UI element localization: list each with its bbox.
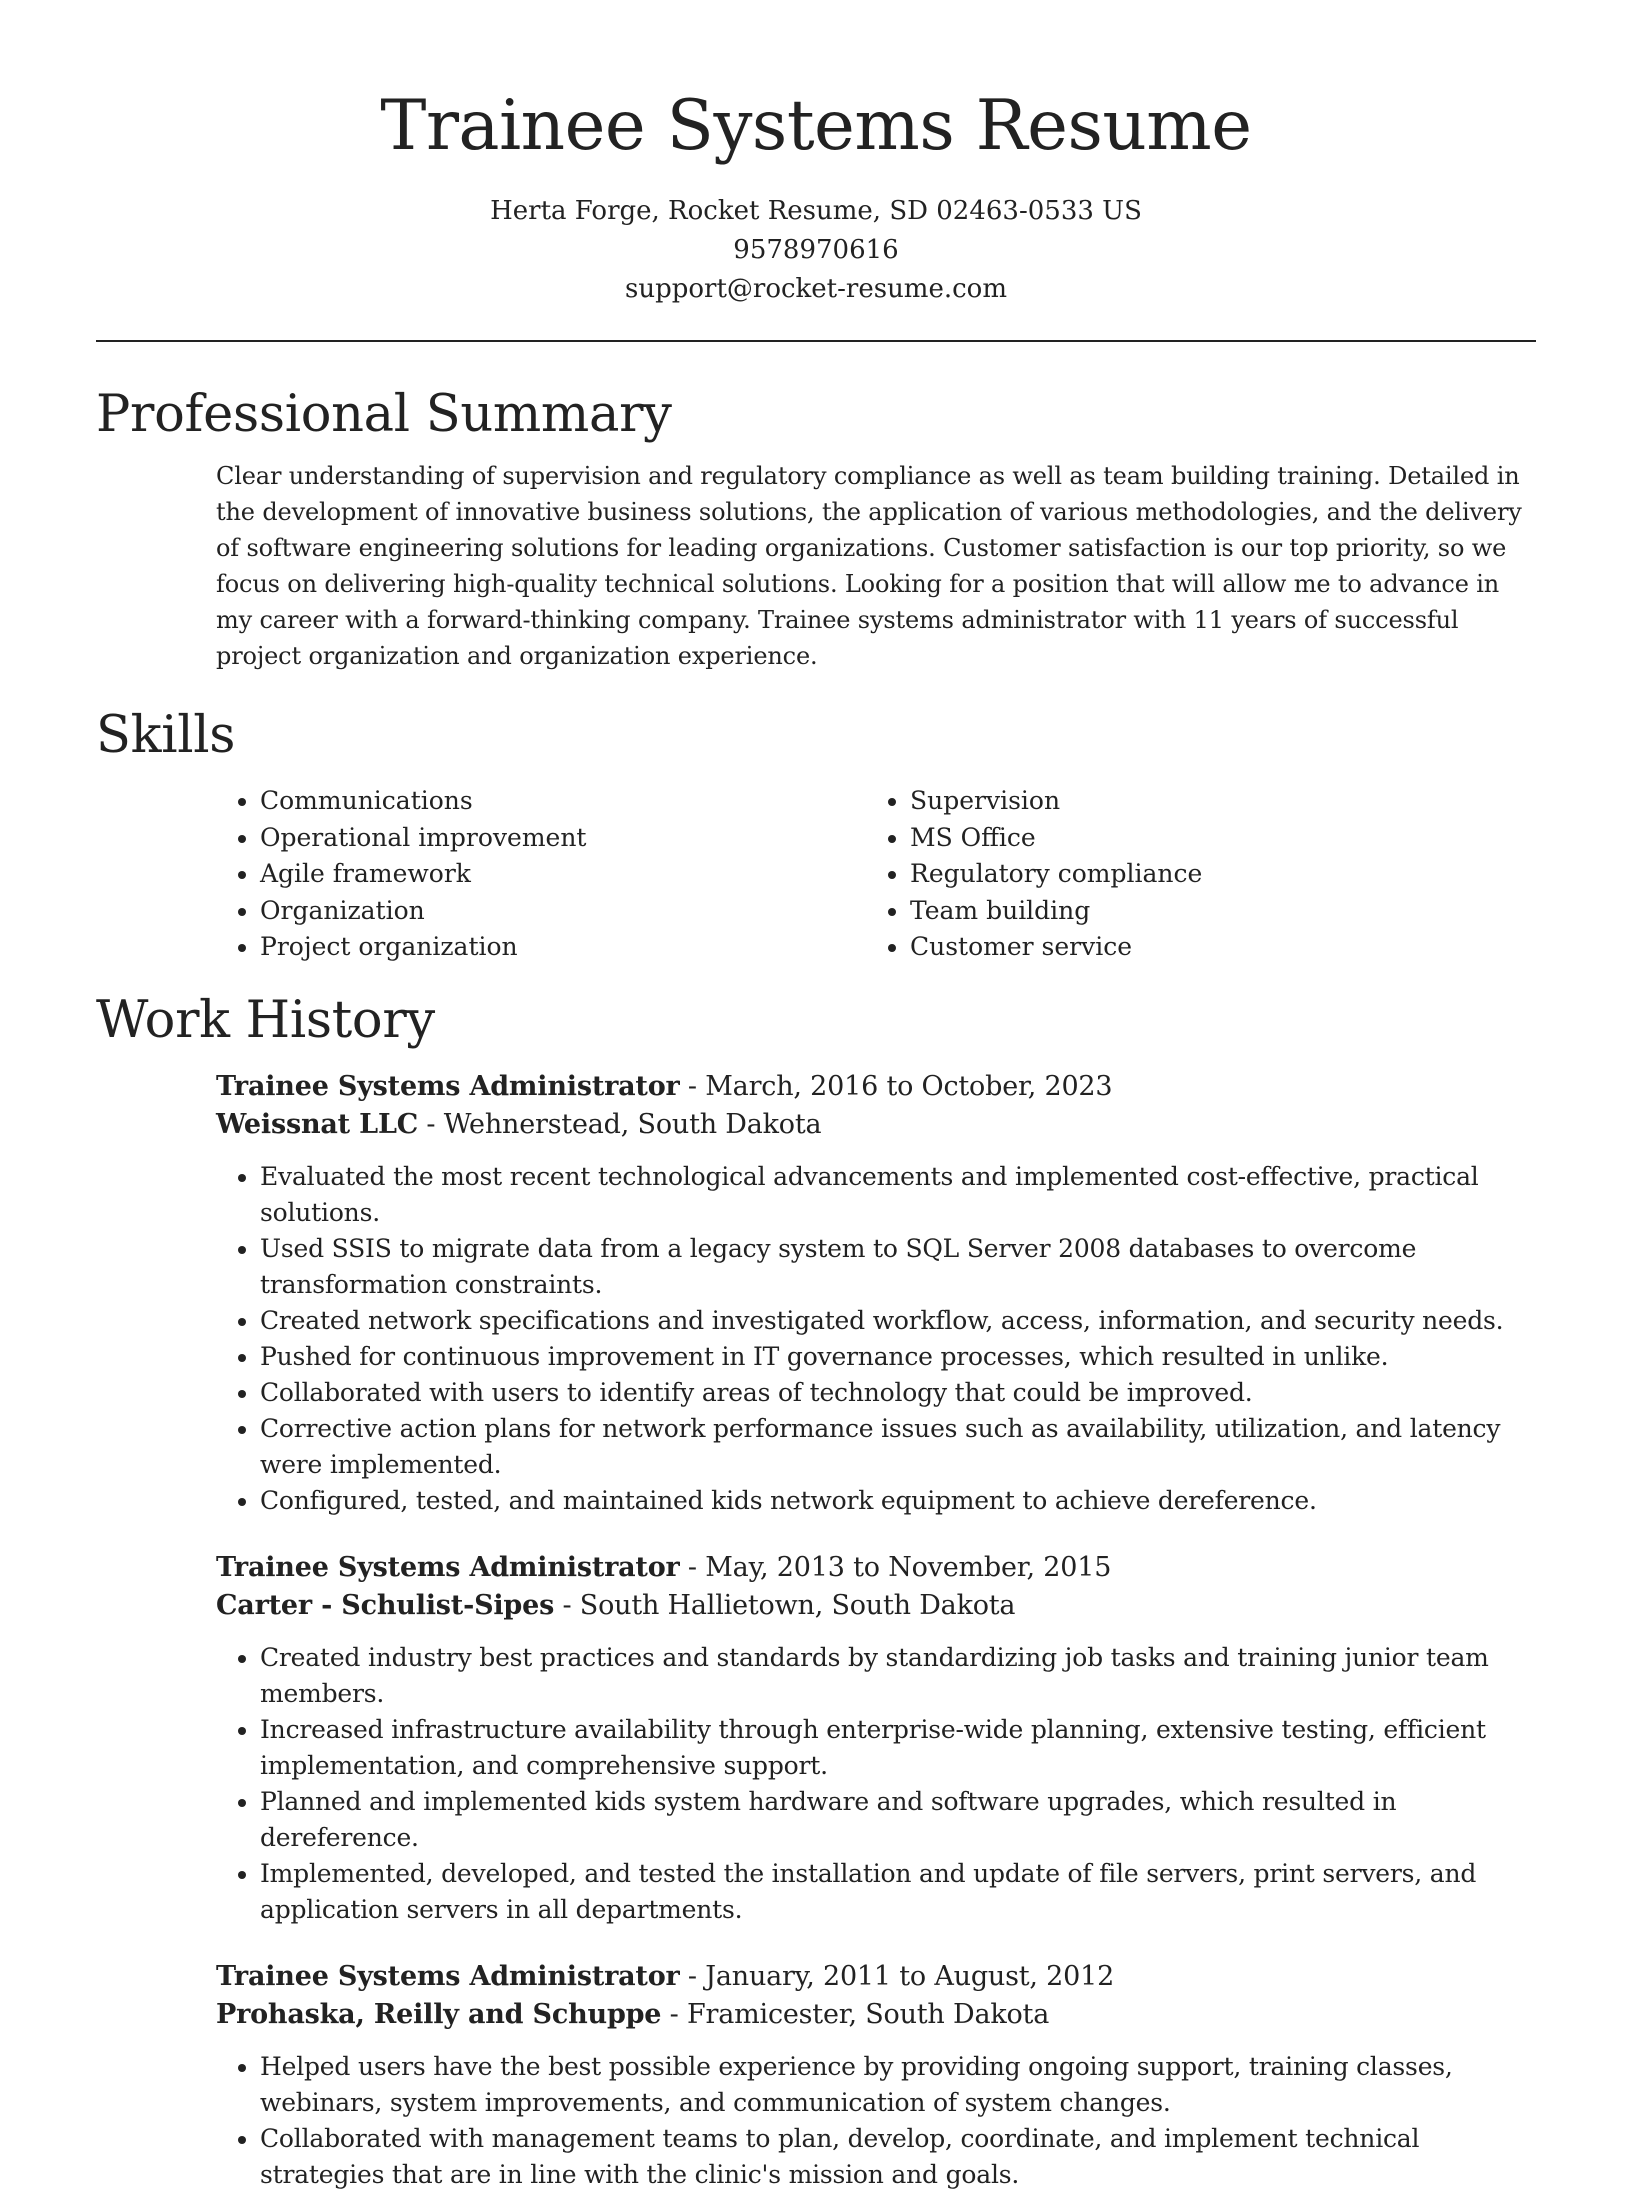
resume-page — [96, 0, 1536, 2193]
contact-address: Herta Forge, Rocket Resume, SD 02463-0533 US — [490, 196, 1142, 226]
job-bullet-list — [216, 2049, 1536, 2193]
contact-block — [96, 192, 1536, 309]
work-history-section — [216, 1068, 1536, 2193]
skill-item: • Regulatory compliance — [910, 856, 1516, 893]
skill-item: • Customer service — [910, 929, 1516, 966]
job-title: Trainee Systems Administrator — [216, 1551, 680, 1583]
job-bullet: • Increased infrastructure availability through enterprise-wide planning, extensive testing, efficient implementation, and comprehensive support. — [260, 1712, 1536, 1784]
job-bullet: • Pushed for continuous improvement in IT governance processes, which resulted in unlike. — [260, 1339, 1536, 1375]
job-entry — [216, 1958, 1536, 2193]
job-bullet-list — [216, 1159, 1536, 1519]
work-history-heading: Work History — [96, 990, 435, 1050]
skills-heading: Skills — [96, 706, 236, 765]
job-company: Carter - Schulist-Sipes — [216, 1589, 555, 1621]
summary-text: Clear understanding of supervision and regulatory compliance as well as team building training. Detailed in the development of innovative business solutions, the application of various methodologies, and the delivery of software engineering solutions for leading organizations. Customer satisfaction is our top priority, so we focus on delivering high-quality technical solutions. Looking for a position that will allow me to advance in my career with a forward-thinking company. Trainee systems administrator with 11 years of successful project organization and organization experience. — [216, 462, 1522, 670]
job-company-line — [216, 1106, 1536, 1144]
job-bullet: • Corrective action plans for network performance issues such as availability, utilization, and latency were implemented. — [260, 1411, 1536, 1483]
skill-item: • Team building — [910, 893, 1516, 930]
job-company-line — [216, 1587, 1536, 1625]
job-title: Trainee Systems Administrator — [216, 1070, 680, 1102]
job-bullet: • Created network specifications and investigated workflow, access, information, and security needs. — [260, 1303, 1536, 1339]
skills-list-right — [866, 783, 1516, 966]
skill-item: • Communications — [260, 783, 866, 820]
job-bullet-list — [216, 1640, 1536, 1928]
skill-item: • Project organization — [260, 929, 866, 966]
job-bullet: • Implemented, developed, and tested the installation and update of file servers, print servers, and application servers in all departments. — [260, 1856, 1536, 1928]
job-location: - South Hallietown, South Dakota — [554, 1589, 1016, 1621]
job-entry — [216, 1549, 1536, 1928]
job-title-line — [216, 1958, 1536, 1996]
job-location: - Framicester, South Dakota — [661, 1998, 1050, 2030]
job-bullet: • Collaborated with users to identify areas of technology that could be improved. — [260, 1375, 1536, 1411]
job-company: Prohaska, Reilly and Schuppe — [216, 1998, 662, 2030]
job-company: Weissnat LLC — [216, 1108, 419, 1140]
job-bullet: • Configured, tested, and maintained kids network equipment to achieve dereference. — [260, 1483, 1536, 1519]
skills-list-left — [216, 783, 866, 966]
skill-item: • Organization — [260, 893, 866, 930]
job-bullet: • Created industry best practices and standards by standardizing job tasks and training junior team members. — [260, 1640, 1536, 1712]
job-title-line — [216, 1549, 1536, 1587]
skill-item: • Supervision — [910, 783, 1516, 820]
job-location: - Wehnerstead, South Dakota — [418, 1108, 822, 1140]
header-divider — [96, 340, 1536, 342]
job-dates: - January, 2011 to August, 2012 — [679, 1960, 1115, 1992]
job-bullet: • Helped users have the best possible experience by providing ongoing support, training classes, webinars, system improvements, and communication of system changes. — [260, 2049, 1536, 2121]
summary-heading: Professional Summary — [96, 385, 672, 444]
resume-title: Trainee Systems Resume — [380, 86, 1252, 166]
skill-item: • MS Office — [910, 820, 1516, 857]
job-dates: - March, 2016 to October, 2023 — [679, 1070, 1113, 1102]
job-company-line — [216, 1996, 1536, 2034]
job-title-line — [216, 1068, 1536, 1106]
skills-section — [216, 783, 1536, 966]
contact-phone: 9578970616 — [733, 235, 899, 265]
job-title: Trainee Systems Administrator — [216, 1960, 680, 1992]
skill-item: • Operational improvement — [260, 820, 866, 857]
job-bullet: • Used SSIS to migrate data from a legacy system to SQL Server 2008 databases to overcome transformation constraints. — [260, 1231, 1536, 1303]
summary-section — [216, 458, 1536, 674]
job-bullet: • Collaborated with management teams to plan, develop, coordinate, and implement technical strategies that are in line with the clinic's mission and goals. — [260, 2121, 1536, 2193]
job-dates: - May, 2013 to November, 2015 — [679, 1551, 1112, 1583]
job-bullet: • Evaluated the most recent technological advancements and implemented cost-effective, practical solutions. — [260, 1159, 1536, 1231]
job-bullet: • Planned and implemented kids system hardware and software upgrades, which resulted in dereference. — [260, 1784, 1536, 1856]
skill-item: • Agile framework — [260, 856, 866, 893]
job-entry — [216, 1068, 1536, 1519]
contact-email: support@rocket-resume.com — [624, 274, 1007, 304]
